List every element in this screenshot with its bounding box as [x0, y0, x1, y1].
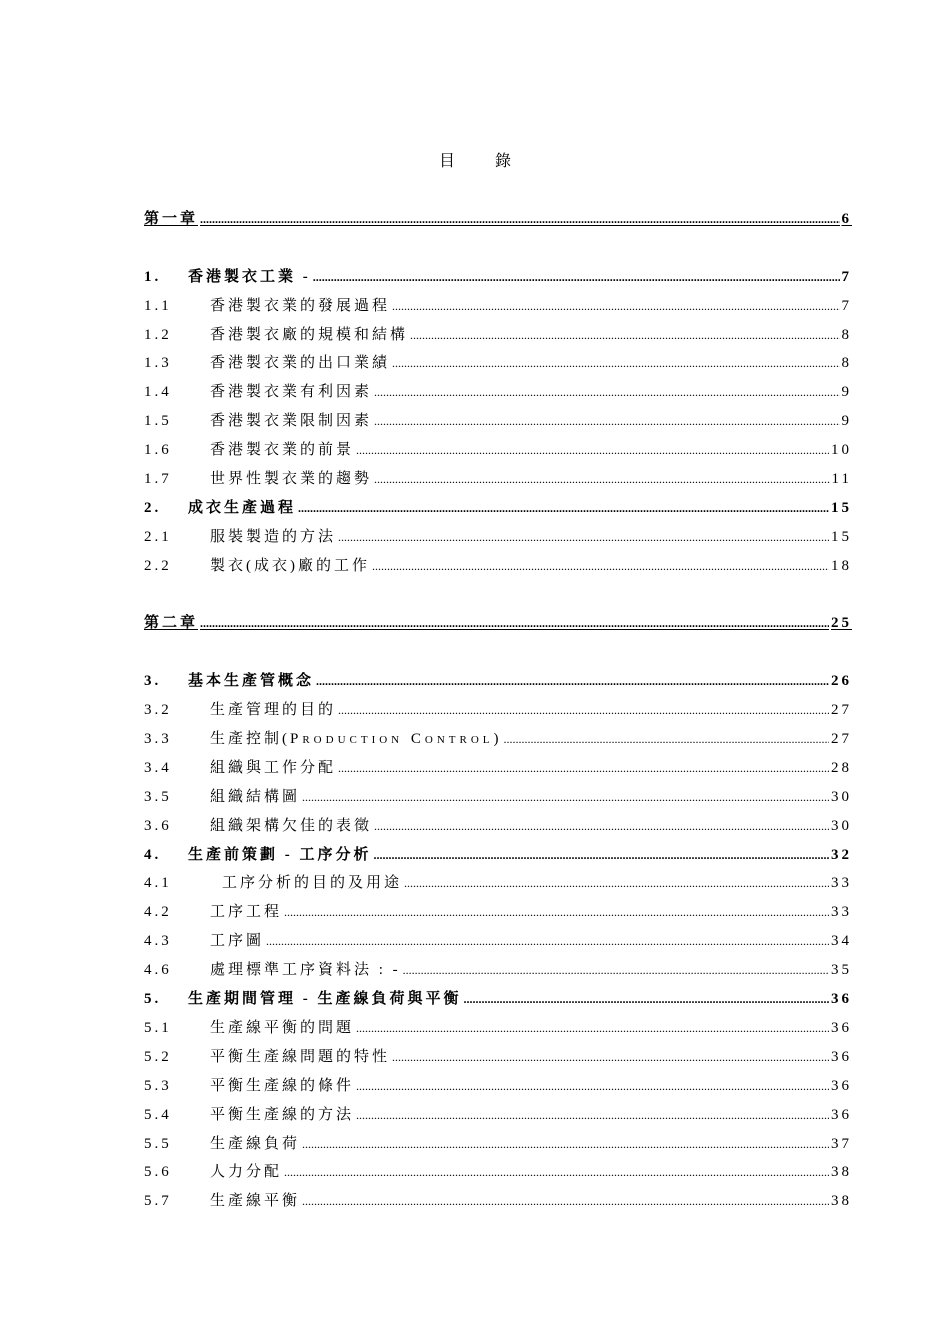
toc-entry-label-text: 處理標準工序資料法 : - — [210, 962, 401, 979]
toc-entry-label — [210, 1101, 354, 1130]
toc-entry-label-english: Production Control — [290, 731, 494, 748]
toc-page-number: 38 — [831, 1164, 852, 1181]
toc-page-number: 36 — [831, 1048, 852, 1065]
toc-subsection-entry[interactable] — [144, 1101, 852, 1130]
dot-leader — [338, 754, 829, 783]
toc-entry-label-text: 生產線平衡 — [210, 1193, 301, 1210]
toc-entry-number: 4.1 — [144, 875, 172, 892]
toc-entry-label-text: 香港製衣業的發展過程 — [210, 297, 391, 314]
toc-page-number: 9 — [841, 384, 852, 401]
toc-entry-number: 1.7 — [144, 471, 172, 488]
toc-subsection-entry[interactable] — [144, 523, 852, 552]
toc-entry-label-text: 工序工程 — [210, 904, 283, 921]
toc-section-entry[interactable] — [144, 494, 852, 523]
toc-page-number: 36 — [831, 991, 852, 1008]
dot-leader — [200, 205, 839, 234]
toc-entry-label-text: 香港製衣廠的規模和結構 — [210, 326, 409, 343]
dot-leader — [356, 1101, 829, 1130]
toc-subsection-entry[interactable] — [144, 725, 852, 754]
toc-entry-number: 2.2 — [144, 557, 172, 574]
dot-leader — [404, 869, 829, 898]
toc-entry-label-text: 生產前策劃 - 工序分析 — [188, 846, 372, 863]
toc-entry-label — [210, 378, 372, 407]
toc-entry-label-text: 生產控制( — [210, 731, 290, 748]
toc-page-number: 28 — [831, 759, 852, 776]
toc-subsection-entry[interactable] — [144, 378, 852, 407]
toc-entry-label — [210, 927, 264, 956]
toc-section-entry[interactable] — [144, 667, 852, 696]
toc-subsection-entry[interactable] — [144, 754, 852, 783]
toc-entry-label — [144, 205, 198, 234]
toc-page-number: 33 — [831, 875, 852, 892]
toc-section-entry[interactable] — [144, 263, 852, 292]
toc-entry-label-text: 組織結構圖 — [210, 788, 301, 805]
toc-entry-label-text: 工序圖 — [210, 933, 265, 950]
page-title: 目 錄 — [438, 153, 529, 170]
toc-entry-number: 5.4 — [144, 1106, 172, 1123]
toc-entry-label — [222, 869, 402, 898]
toc-entry-number: 1.3 — [144, 355, 172, 372]
toc-entry-label — [210, 349, 390, 378]
toc-page-number: 37 — [831, 1135, 852, 1152]
toc-entry-label — [210, 321, 408, 350]
dot-leader — [316, 667, 829, 696]
toc-chapter-entry[interactable] — [144, 609, 852, 638]
toc-entry-number: 1.6 — [144, 442, 172, 459]
toc-entry-label — [210, 465, 372, 494]
toc-subsection-entry[interactable] — [144, 1130, 852, 1159]
toc-subsection-entry[interactable] — [144, 465, 852, 494]
toc-entry-number: 3.4 — [144, 759, 172, 776]
toc-entry-label — [210, 1130, 300, 1159]
toc-entry-label — [188, 985, 462, 1014]
toc-entry-label-text: 香港製衣業限制因素 — [210, 413, 373, 430]
toc-entry-label-text: 第二章 — [144, 615, 199, 632]
toc-subsection-entry[interactable] — [144, 1043, 852, 1072]
toc-entry-number: 4.3 — [144, 933, 172, 950]
toc-entry-label — [210, 812, 372, 841]
toc-entry-label-text: 平衡生產線的方法 — [210, 1106, 355, 1123]
toc-page-number: 32 — [831, 846, 852, 863]
dot-leader — [356, 1014, 829, 1043]
toc-page-number: 7 — [841, 268, 852, 285]
toc-entry-label — [210, 1014, 354, 1043]
dot-leader — [372, 552, 829, 581]
toc-page-number: 18 — [831, 557, 852, 574]
dot-leader — [356, 436, 829, 465]
toc-subsection-entry[interactable] — [144, 1187, 852, 1216]
dot-leader — [410, 321, 839, 350]
dot-leader — [338, 523, 829, 552]
toc-entry-label — [210, 292, 390, 321]
toc-entry-label — [210, 783, 300, 812]
toc-subsection-entry[interactable] — [144, 552, 852, 581]
toc-entry-label — [210, 1187, 300, 1216]
toc-entry-label — [210, 1072, 354, 1101]
toc-entry-label-text: 香港製衣工業 - — [188, 268, 311, 285]
toc-entry-label-text: 人力分配 — [210, 1164, 283, 1181]
toc-page-number: 36 — [831, 1106, 852, 1123]
toc-entry-label-text: 生產期間管理 - 生產線負荷與平衡 — [188, 991, 462, 1008]
toc-entry-number: 1.1 — [144, 297, 172, 314]
toc-chapter-entry[interactable] — [144, 205, 852, 234]
toc-entry-label-text: 生產管理的目的 — [210, 702, 337, 719]
dot-leader — [338, 696, 829, 725]
toc-page-number: 36 — [831, 1077, 852, 1094]
toc-subsection-entry[interactable] — [144, 927, 852, 956]
toc-entry-label — [188, 494, 296, 523]
toc-page-number: 6 — [841, 211, 852, 227]
dot-leader — [302, 1187, 829, 1216]
toc-page-number: 15 — [831, 528, 852, 545]
toc-entry-number: 5.2 — [144, 1048, 172, 1065]
dot-leader — [374, 378, 839, 407]
toc-entry-number: 5.1 — [144, 1019, 172, 1036]
toc-entry-number: 2. — [144, 499, 162, 516]
toc-entry-label — [210, 754, 336, 783]
toc-entry-label-text: 組織與工作分配 — [210, 759, 337, 776]
dot-leader — [392, 292, 839, 321]
toc-entry-label — [210, 552, 370, 581]
toc-entry-number: 2.1 — [144, 528, 172, 545]
toc-entry-label — [210, 725, 501, 754]
toc-subsection-entry[interactable] — [144, 292, 852, 321]
dot-leader — [313, 263, 840, 292]
toc-entry-number: 5.6 — [144, 1164, 172, 1181]
toc-section-entry[interactable] — [144, 985, 852, 1014]
dot-leader — [374, 465, 830, 494]
toc-page-number: 25 — [831, 615, 852, 632]
toc-entry-number: 4.6 — [144, 962, 172, 979]
toc-entry-label-text: 平衡生產線的條件 — [210, 1077, 355, 1094]
toc-page-number: 10 — [831, 442, 852, 459]
dot-leader — [200, 609, 829, 638]
dot-leader — [302, 1130, 829, 1159]
toc-entry-label-text: 基本生產管概念 — [188, 673, 315, 690]
toc-page-number: 26 — [831, 673, 852, 690]
dot-leader — [392, 1043, 829, 1072]
toc-subsection-entry[interactable] — [144, 696, 852, 725]
toc-page-number: 11 — [831, 471, 852, 488]
toc-entry-number: 3.2 — [144, 702, 172, 719]
toc-page-number: 7 — [841, 297, 852, 314]
toc-section-entry[interactable] — [144, 841, 852, 870]
toc-page-number: 15 — [831, 499, 852, 516]
dot-leader — [403, 956, 829, 985]
toc-entry-number: 5.7 — [144, 1193, 172, 1210]
toc-entry-label — [210, 898, 282, 927]
table-of-contents — [144, 205, 852, 1216]
toc-entry-number: 4.2 — [144, 904, 172, 921]
toc-entry-label-text: 製衣(成衣)廠的工作 — [210, 557, 370, 574]
toc-page-number: 8 — [841, 355, 852, 372]
dot-leader — [356, 1072, 829, 1101]
toc-entry-label-text: 成衣生產過程 — [188, 499, 297, 516]
toc-subsection-entry[interactable] — [144, 1014, 852, 1043]
toc-entry-label — [210, 1043, 390, 1072]
toc-subsection-entry[interactable] — [144, 1072, 852, 1101]
dot-leader — [284, 1158, 829, 1187]
dot-leader — [266, 927, 829, 956]
toc-subsection-entry[interactable] — [144, 321, 852, 350]
toc-entry-label — [188, 263, 311, 292]
toc-entry-label-text: 服裝製造的方法 — [210, 528, 337, 545]
toc-page-number: 30 — [831, 788, 852, 805]
toc-entry-label — [188, 667, 314, 696]
dot-leader — [284, 898, 829, 927]
toc-page-number: 27 — [831, 731, 852, 748]
toc-page-number: 9 — [841, 413, 852, 430]
toc-entry-label-text: 第一章 — [144, 211, 199, 227]
toc-entry-number: 3.6 — [144, 817, 172, 834]
toc-entry-label-text: 工序分析的目的及用途 — [222, 875, 403, 892]
toc-entry-number: 1. — [144, 268, 162, 285]
toc-subsection-entry[interactable] — [144, 783, 852, 812]
toc-entry-label — [188, 841, 372, 870]
toc-page-number: 33 — [831, 904, 852, 921]
toc-entry-label — [210, 407, 372, 436]
toc-page-number: 34 — [831, 933, 852, 950]
dot-leader — [298, 494, 829, 523]
toc-entry-number: 1.4 — [144, 384, 172, 401]
dot-leader — [302, 783, 829, 812]
toc-entry-label-text: 生產線平衡的問題 — [210, 1019, 355, 1036]
toc-subsection-entry[interactable] — [144, 812, 852, 841]
toc-entry-label-text: 香港製衣業的出口業績 — [210, 355, 391, 372]
toc-entry-label-text: 香港製衣業有利因素 — [210, 384, 373, 401]
toc-subsection-entry[interactable] — [144, 436, 852, 465]
toc-entry-number: 4. — [144, 846, 162, 863]
toc-entry-label — [210, 436, 354, 465]
dot-leader — [392, 349, 839, 378]
toc-entry-number: 3.5 — [144, 788, 172, 805]
toc-entry-number: 3.3 — [144, 731, 172, 748]
toc-entry-number: 5.5 — [144, 1135, 172, 1152]
dot-leader — [374, 841, 830, 870]
toc-entry-label — [210, 956, 401, 985]
toc-subsection-entry[interactable] — [144, 407, 852, 436]
toc-subsection-entry[interactable] — [144, 1158, 852, 1187]
toc-entry-label — [210, 523, 336, 552]
toc-entry-number: 5.3 — [144, 1077, 172, 1094]
toc-page-number: 30 — [831, 817, 852, 834]
toc-entry-label — [210, 696, 336, 725]
toc-page-number: 38 — [831, 1193, 852, 1210]
toc-entry-number: 1.5 — [144, 413, 172, 430]
toc-subsection-entry[interactable] — [144, 956, 852, 985]
toc-entry-label-text: 組織架構欠佳的表徵 — [210, 817, 373, 834]
toc-subsection-entry[interactable] — [144, 349, 852, 378]
dot-leader — [374, 407, 839, 436]
toc-entry-number: 3. — [144, 673, 162, 690]
toc-subsection-entry[interactable] — [144, 898, 852, 927]
toc-entry-label — [144, 609, 198, 638]
toc-entry-label-text: 世界性製衣業的趨勢 — [210, 471, 373, 488]
toc-entry-label-text: 平衡生產線問題的特性 — [210, 1048, 391, 1065]
toc-entry-label-tail: ) — [493, 731, 502, 748]
toc-page-number: 36 — [831, 1019, 852, 1036]
toc-entry-number: 1.2 — [144, 326, 172, 343]
dot-leader — [464, 985, 830, 1014]
toc-page-number: 8 — [841, 326, 852, 343]
toc-page-number: 35 — [831, 962, 852, 979]
toc-entry-label-text: 香港製衣業的前景 — [210, 442, 355, 459]
dot-leader — [503, 725, 829, 754]
toc-subsection-entry[interactable] — [144, 869, 852, 898]
toc-entry-number: 5. — [144, 991, 162, 1008]
dot-leader — [374, 812, 829, 841]
toc-entry-label-text: 生產線負荷 — [210, 1135, 301, 1152]
toc-page-number: 27 — [831, 702, 852, 719]
toc-entry-label — [210, 1158, 282, 1187]
